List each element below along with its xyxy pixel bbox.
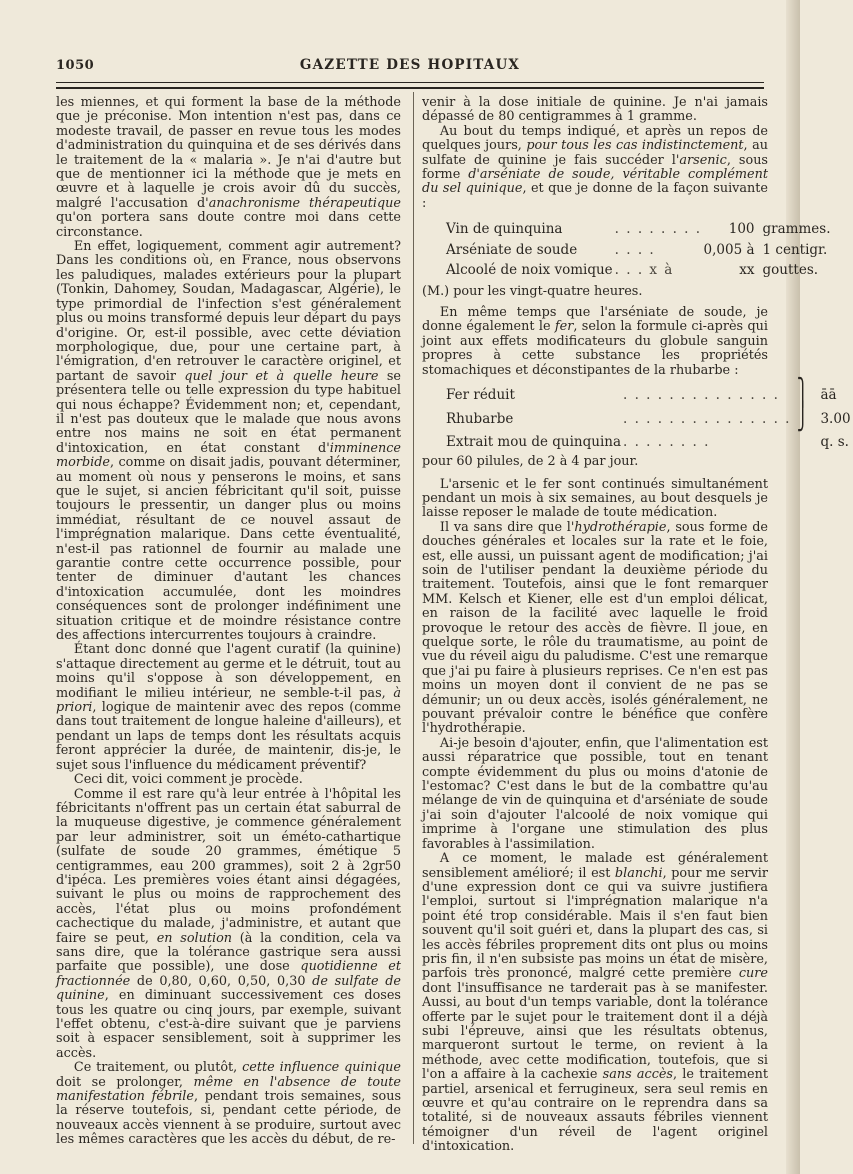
prescription-arsenic — [444, 218, 833, 281]
paragraph: A ce moment, le malade est généralement sensiblement amélioré; il est blanchi, pour me servir d'une expression dont ce qui va suivre justifiera l'emploi, surtout si l'imprégnation malarique n'a point été trop considérable. Mais il s'en faut bien souvent qu'il soit guéri et, dans la plupart des cas, si les accès fébriles proprement dits ont plus ou moins pris fin, il n'en subsiste pas moins un état de misère, parfois très prononcé, malgré cette première cure dont l'insuffisance ne tarderait pas à se manifester. Aussi, au bout d'un temps variable, dont la tolérance offerte par le sujet pour le traitement dont il a déjà subi l'épreuve, ainsi que les résultats obtenus, marqueront surtout le terme, on revient à la méthode, avec cette modification, toutefois, que si l'on a affaire à la cachexie sans accès, le traitement partiel, arsenical et ferrugineux, sera seul remis en œuvre et qu'au contraire on le reprendra dans sa totalité, si de nouveaux assauts fébriles viennent témoigner d'un réveil de l'agent originel d'intoxication. — [422, 851, 768, 1155]
right-column — [422, 95, 851, 1155]
prescription-row: Vin de quinquina . . . . . . . . 100 grammes. — [446, 221, 831, 238]
left-column — [56, 96, 401, 1148]
paragraph: Ceci dit, voici comment je procède. — [73, 772, 303, 788]
paragraph: En effet, logiquement, comment agir autrement? Dans les conditions où, en France, nous observons les paludiques, malades extérieurs pour la plupart (Tonkin, Dahomey, Soudan, Madagascar, Algérie), le type primordial de l'infection s'est généralement plus ou moins transformé depuis leur départ du pays d'origine. Or, est-il possible, avec cette déviation morphologique, due, pour une certaine part, à l'émigration, d'en retrouver le caractère originel, et partant de savoir quel jour et à quelle heure se présentera telle ou telle expression du type habituel qui nous échappe? Évidemment non; et, cependant, il n'est pas douteux que le malade que nous avons entre nos mains ne soit en état permanent d'intoxication, en état constant d'imminence morbide, comme on disait jadis, pouvant déterminer, au moment où nous y penserons le moins, et sans que le sujet, si ancien fébricitant qu'il soit, puisse toujours le pressentir, un danger plus ou moins immédiat, résultant de ce nouvel assaut de l'imprégnation malarique. Dans cette éventualité, n'est-il pas rationnel de fournir au malade une garantie contre cette occurrence possible, pour tenter de diminuer d'autant les chances d'intoxication accumulée, dont les moindres conséquences sont de prolonger indéfiniment une situation critique et de moindre résistance contre des affections intercurrentes toujours à craindre. — [56, 239, 401, 644]
page-number: 1050 — [56, 58, 95, 73]
prescription-row: Rhubarbe . . . . . . . . . . . . . . . ⎭ 3.00 — [446, 402, 851, 433]
paragraph: L'arsenic et le fer sont continués simultanément pendant un mois à six semaines, au bout desquels je laisse reposer le malade de toute médication. — [422, 476, 768, 521]
paragraph: venir à la dose initiale de quinine. Je n'ai jamais dépassé de 80 centigrammes à 1 gramme. — [422, 95, 768, 125]
prescription-row: Arséniate de soude . . . . 0,005 à 1 centigr. — [446, 241, 828, 258]
page-edge — [786, 0, 800, 1174]
prescription-note: pour 60 pilules, de 2 à 4 par jour. — [422, 454, 639, 470]
header-rule-thick — [56, 87, 764, 89]
paragraph: Au bout du temps indiqué, et après un repos de quelques jours, pour tous les cas indistinctement, au sulfate de quinine je fais succéder l'arsenic, sous forme d'arséniate de soude, véritable complément du sel quinique, et que je donne de la façon suivante : — [422, 123, 768, 211]
prescription-row: Extrait mou de quinquina . . . . . . . . q. s. — [446, 433, 849, 450]
header-rule — [56, 82, 764, 83]
paragraph: Étant donc donné que l'agent curatif (la quinine) s'attaque directement au germe et le détruit, tout au moins qu'il s'oppose à son développement, en modifiant le milieu intérieur, ne semble-t-il pas, à priori, logique de maintenir avec des repos (comme dans tout traitement de longue haleine d'ailleurs), et pendant un laps de temps dont les résultats acquis feront apprécier la durée, de maintenir, dis-je, le sujet sous l'influence du médicament préventif? — [56, 642, 401, 773]
paragraph: En même temps que l'arséniate de soude, je donne également le fer, selon la formule ci-après qui joint aux effets modificateurs du globule sanguin propres à cette substance les propriétés stomachiques et déconstipantes de la rhubarbe : — [422, 304, 768, 378]
running-head — [56, 56, 764, 78]
prescription-row: Fer réduit . . . . . . . . . . . . . . ⎫ āā — [446, 377, 837, 408]
prescription-note: (M.) pour les vingt-quatre heures. — [422, 284, 643, 300]
journal-title: GAZETTE DES HOPITAUX — [299, 57, 521, 73]
paragraph: les miennes, et qui forment la base de la méthode que je préconise. Mon intention n'est pas, dans ce modeste travail, de passer en revue tous les modes d'administration du quinquina et de ses dérivés dans le traitement de la « malaria ». Je n'ai d'autre but que de mentionner ici la méthode que je mets en œuvre et à laquelle je crois avoir dû du succès, malgré l'accusation d'anachronisme thérapeutique qu'on portera sans doute contre moi dans cette circonstance. — [56, 95, 401, 240]
column-separator — [413, 92, 414, 1144]
paragraph: Ce traitement, ou plutôt, cette influence quinique doit se prolonger, même en l'absence de toute manifestation fébrile, pendant trois semaines, sous la réserve toutefois, si, pendant cette période, de nouveaux accès viennent à se produire, surtout avec les mêmes caractères que les accès du début, de re- — [56, 1060, 402, 1148]
paragraph: Il va sans dire que l'hydrothérapie, sous forme de douches générales et locales sur la rate et le foie, est, elle aussi, un puissant agent de modification; j'ai soin de l'utiliser pendant la deuxième période du traitement. Toutefois, ainsi que le font remarquer MM. Kelsch et Kiener, elle est d'un emploi délicat, en raison de la facilité avec laquelle le froid provoque le retour des accès de fièvre. Il joue, en quelque sorte, le rôle du traumatisme, au point de vue du réveil aigu du paludisme. C'est une remarque que j'ai pu faire à plusieurs reprises. Ce n'en est pas moins un moyen dont il convient de ne pas se démunir; un ou deux accès, isolés généralement, ne pouvant prévaloir contre le bénéfice que confère l'hydrothérapie. — [422, 519, 768, 737]
prescription-row: Alcoolé de noix vomique . . . x à xx gouttes. — [446, 262, 819, 279]
paragraph: Comme il est rare qu'à leur entrée à l'hôpital les fébricitants n'offrent pas un certain état saburral de la muqueuse digestive, je commence généralement par leur administrer, soit un éméto-cathartique (sulfate de soude 20 grammes, émétique 5 centigrammes, eau 200 grammes), soit 2 à 2gr50 d'ipéca. Les premières voies étant ainsi dégagées, suivant le plus ou moins de rapprochement des accès, l'état plus ou moins profondément cachectique du malade, j'administre, et autant que faire se peut, en solution (à la condition, cela va sans dire, que la tolérance gastrique sera aussi parfaite que possible), une dose quotidienne et fractionnée de 0,80, 0,60, 0,50, 0,30 de sulfate de quinine, en diminuant successivement ces doses tous les quatre ou cinq jours, par exemple, suivant l'effet obtenu, c'est-à-dire suivant que je parviens soit à espacer sensiblement, soit à supprimer les accès. — [56, 786, 402, 1061]
prescription-iron — [444, 377, 853, 453]
paragraph: Ai-je besoin d'ajouter, enfin, que l'alimentation est aussi réparatrice que possible, tout en tenant compte évidemment du plus ou moins d'atonie de l'estomac? C'est dans le but de la combattre qu'au mélange de vin de quinquina et d'arséniate de soude j'ai soin d'ajouter l'alcoolé de noix vomique qui imprime à l'organe une stimulation des plus favorables à l'assimilation. — [422, 735, 768, 852]
